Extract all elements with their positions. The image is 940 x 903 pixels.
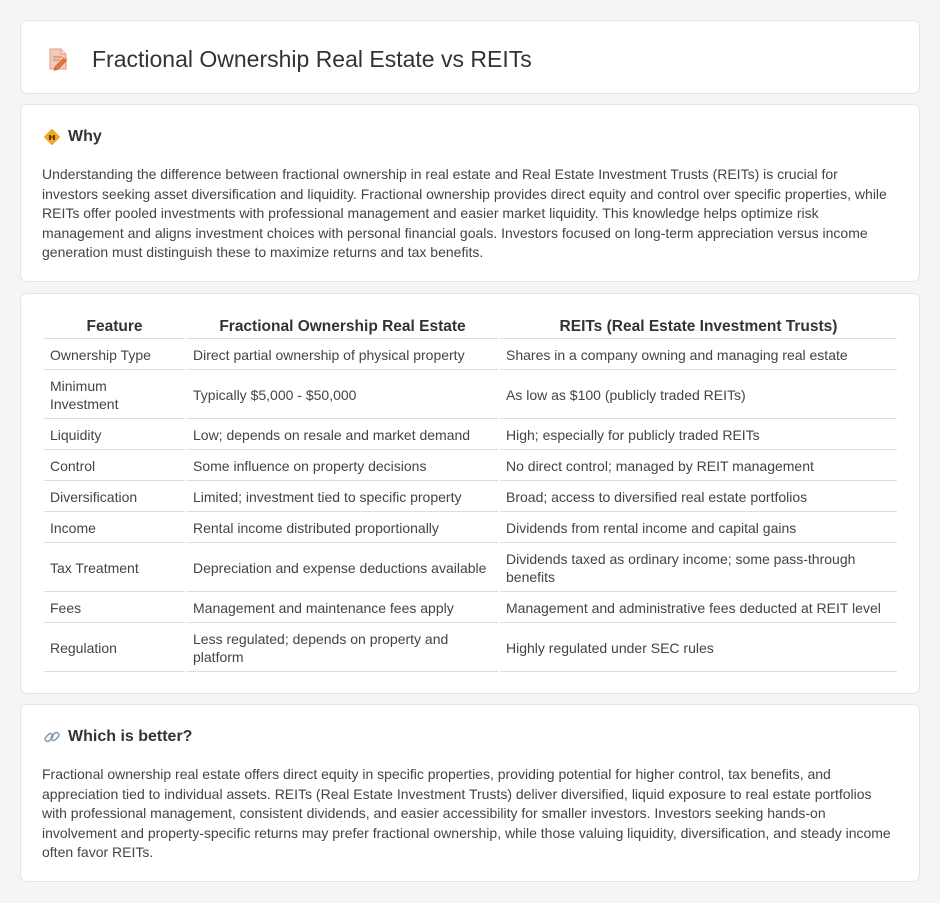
table-cell: Less regulated; depends on property and platform xyxy=(187,625,498,672)
why-text: Understanding the difference between fractional ownership in real estate and Real Estate Investment Trusts (REITs) is crucial for investors seeking asset diversification and liquidity. Fractional ownership provides direct equity and control over specific properties, while REITs offer pooled investments with professional management and easier market liquidity. This knowledge helps optimize risk management and aligns investment choices with personal financial goals. Investors focused on long-term appreciation versus income generation must distinguish these to maximize returns and tax benefits. xyxy=(42,166,887,261)
diamond-sign-icon xyxy=(43,128,61,146)
column-header: Feature xyxy=(44,318,185,339)
table-cell: Depreciation and expense deductions available xyxy=(187,545,498,592)
title-card xyxy=(20,20,920,94)
table-cell: Fees xyxy=(44,594,185,623)
table-cell: Typically $5,000 - $50,000 xyxy=(187,372,498,419)
better-heading: Which is better? xyxy=(68,728,193,745)
table-cell: Highly regulated under SEC rules xyxy=(500,625,897,672)
table-header-row xyxy=(44,318,897,339)
better-header xyxy=(43,727,192,747)
which-is-better-section xyxy=(20,704,920,882)
page-title: Fractional Ownership Real Estate vs REITs xyxy=(92,46,532,72)
table-cell: As low as $100 (publicly traded REITs) xyxy=(500,372,897,419)
table-cell: No direct control; managed by REIT management xyxy=(500,452,897,481)
table-row xyxy=(44,514,897,543)
table-row xyxy=(44,341,897,370)
table-cell: Liquidity xyxy=(44,421,185,450)
table-row xyxy=(44,372,897,419)
table-row xyxy=(44,421,897,450)
table-cell: Dividends from rental income and capital gains xyxy=(500,514,897,543)
comparison-table xyxy=(42,316,899,674)
table-cell: Rental income distributed proportionally xyxy=(187,514,498,543)
table-cell: Low; depends on resale and market demand xyxy=(187,421,498,450)
table-cell: Diversification xyxy=(44,483,185,512)
link-icon xyxy=(43,728,61,746)
table-cell: Management and administrative fees deducted at REIT level xyxy=(500,594,897,623)
table-cell: Tax Treatment xyxy=(44,545,185,592)
table-row xyxy=(44,545,897,592)
why-heading: Why xyxy=(68,128,102,145)
why-section xyxy=(20,104,920,282)
column-header: REITs (Real Estate Investment Trusts) xyxy=(500,318,897,339)
table-cell: Limited; investment tied to specific property xyxy=(187,483,498,512)
table-cell: Dividends taxed as ordinary income; some pass-through benefits xyxy=(500,545,897,592)
table-cell: Direct partial ownership of physical property xyxy=(187,341,498,370)
table-row xyxy=(44,483,897,512)
table-cell: Management and maintenance fees apply xyxy=(187,594,498,623)
comparison-section xyxy=(20,293,920,694)
column-header: Fractional Ownership Real Estate xyxy=(187,318,498,339)
document-pencil-icon xyxy=(47,47,69,71)
table-cell: Minimum Investment xyxy=(44,372,185,419)
table-cell: Ownership Type xyxy=(44,341,185,370)
table-cell: High; especially for publicly traded REITs xyxy=(500,421,897,450)
table-cell: Some influence on property decisions xyxy=(187,452,498,481)
better-text: Fractional ownership real estate offers direct equity in specific properties, providing potential for higher control, tax benefits, and appreciation tied to individual assets. REITs (Real Estate Investment Trusts) deliver diversified, liquid exposure to real estate portfolios with professional management, consistent dividends, and easier accessibility for smaller investors. Investors seeking hands-on involvement and property-specific returns may prefer fractional ownership, while those valuing liquidity, diversification, and steady income often favor REITs. xyxy=(42,766,891,861)
table-cell: Regulation xyxy=(44,625,185,672)
table-cell: Control xyxy=(44,452,185,481)
table-cell: Broad; access to diversified real estate portfolios xyxy=(500,483,897,512)
table-cell: Income xyxy=(44,514,185,543)
table-row xyxy=(44,625,897,672)
table-row xyxy=(44,594,897,623)
table-cell: Shares in a company owning and managing real estate xyxy=(500,341,897,370)
table-row xyxy=(44,452,897,481)
why-header xyxy=(43,127,102,147)
